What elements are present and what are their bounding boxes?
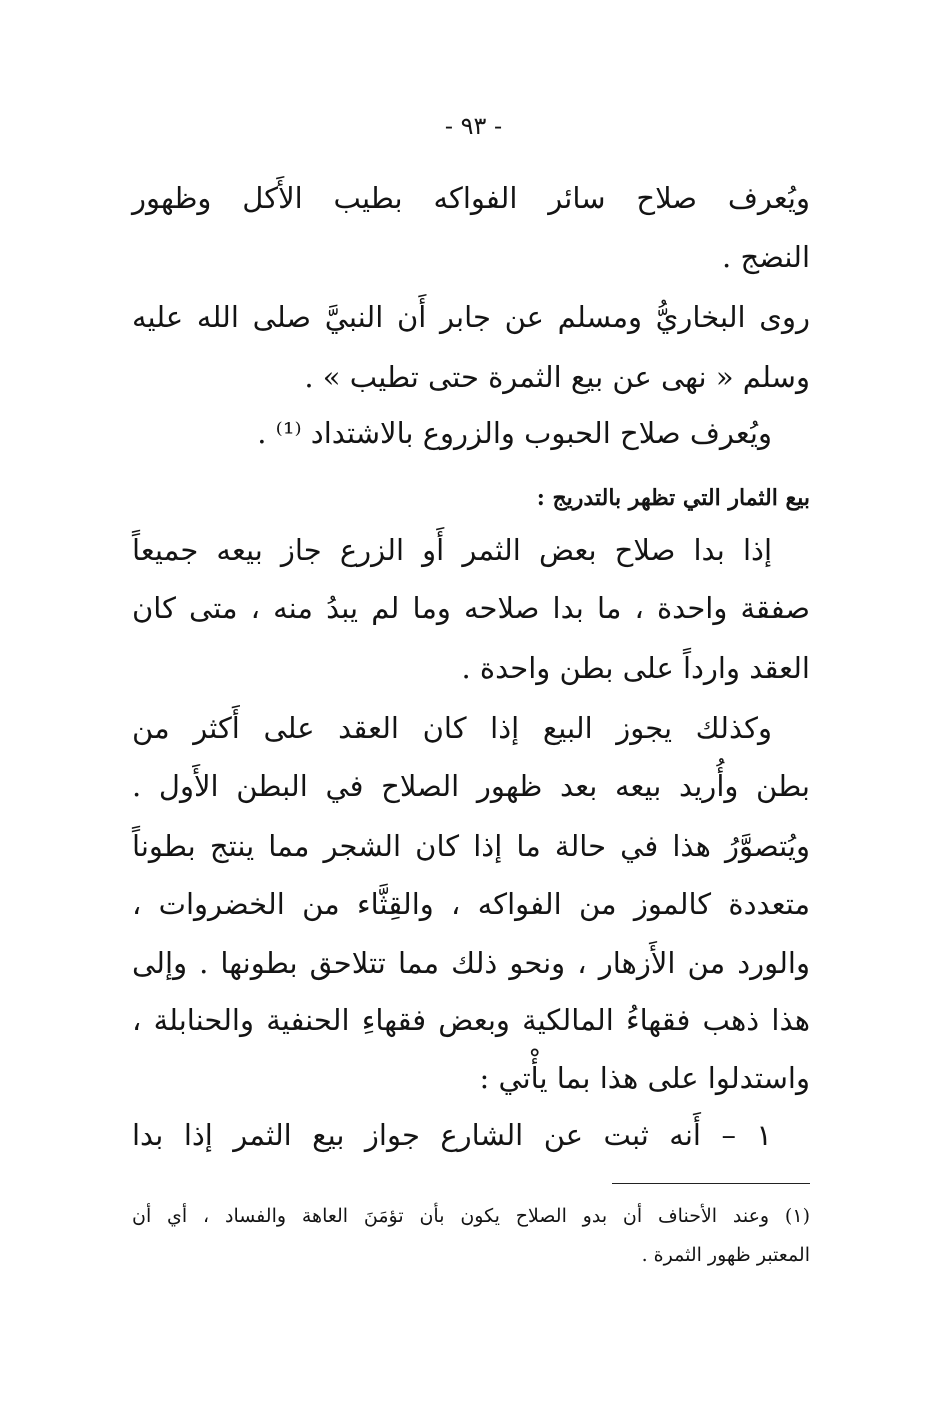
text-line: وكذلك يجوز البيع إذا كان العقد على أَكثر من: [132, 711, 772, 745]
text-line: هذا ذهب فقهاءُ المالكية وبعض فقهاءِ الحنفية والحنابلة ،: [132, 1003, 810, 1037]
text-line: العقد وارداً على بطن واحدة .: [461, 651, 810, 685]
footnote-line: (١) وعند الأحناف أن بدو الصلاح يكون بأن تؤمَنَ العاهة والفساد ، أي أن: [132, 1205, 810, 1227]
footnote-divider: [612, 1183, 810, 1184]
page-number: - ٩٣ -: [444, 112, 503, 140]
text-line: والورد من الأَزهار ، ونحو ذلك مما تتلاحق بطونها . وإلى: [132, 946, 810, 980]
text-line: صفقة واحدة ، ما بدا صلاحه وما لم يبدُ منه ، متى كان: [132, 591, 810, 625]
text-line: ويُعرف صلاح الحبوب والزروع بالاشتداد ⁽¹⁾ .: [257, 416, 772, 450]
text-line: ويُتصوَّرُ هذا في حالة ما إذا كان الشجر مما ينتج بطوناً: [132, 829, 810, 863]
text-line: واستدلوا على هذا بما يأْتي :: [479, 1061, 810, 1095]
section-heading: بيع الثمار التي تظهر بالتدريج :: [536, 485, 810, 511]
text-line: متعددة كالموز من الفواكه ، والقِثَّاء من الخضروات ،: [132, 887, 810, 921]
text-line: بطن وأُريد بيعه بعد ظهور الصلاح في البطن الأَول .: [132, 769, 810, 803]
text-line: ١ – أَنه ثبت عن الشارع جواز بيع الثمر إذا بدا: [132, 1118, 772, 1152]
footnote-line: المعتبر ظهور الثمرة .: [641, 1244, 810, 1266]
text-line: وسلم « نهى عن بيع الثمرة حتى تطيب » .: [304, 360, 810, 394]
text-line: روى البخاريُّ ومسلم عن جابر أَن النبيَّ صلى الله عليه: [132, 300, 810, 334]
text-line: النضج .: [722, 240, 810, 274]
text-line: إذا بدا صلاح بعض الثمر أَو الزرع جاز بيعه جميعاً: [132, 533, 772, 567]
text-line: ويُعرف صلاح سائر الفواكه بطيب الأَكل وظهور: [132, 181, 810, 215]
